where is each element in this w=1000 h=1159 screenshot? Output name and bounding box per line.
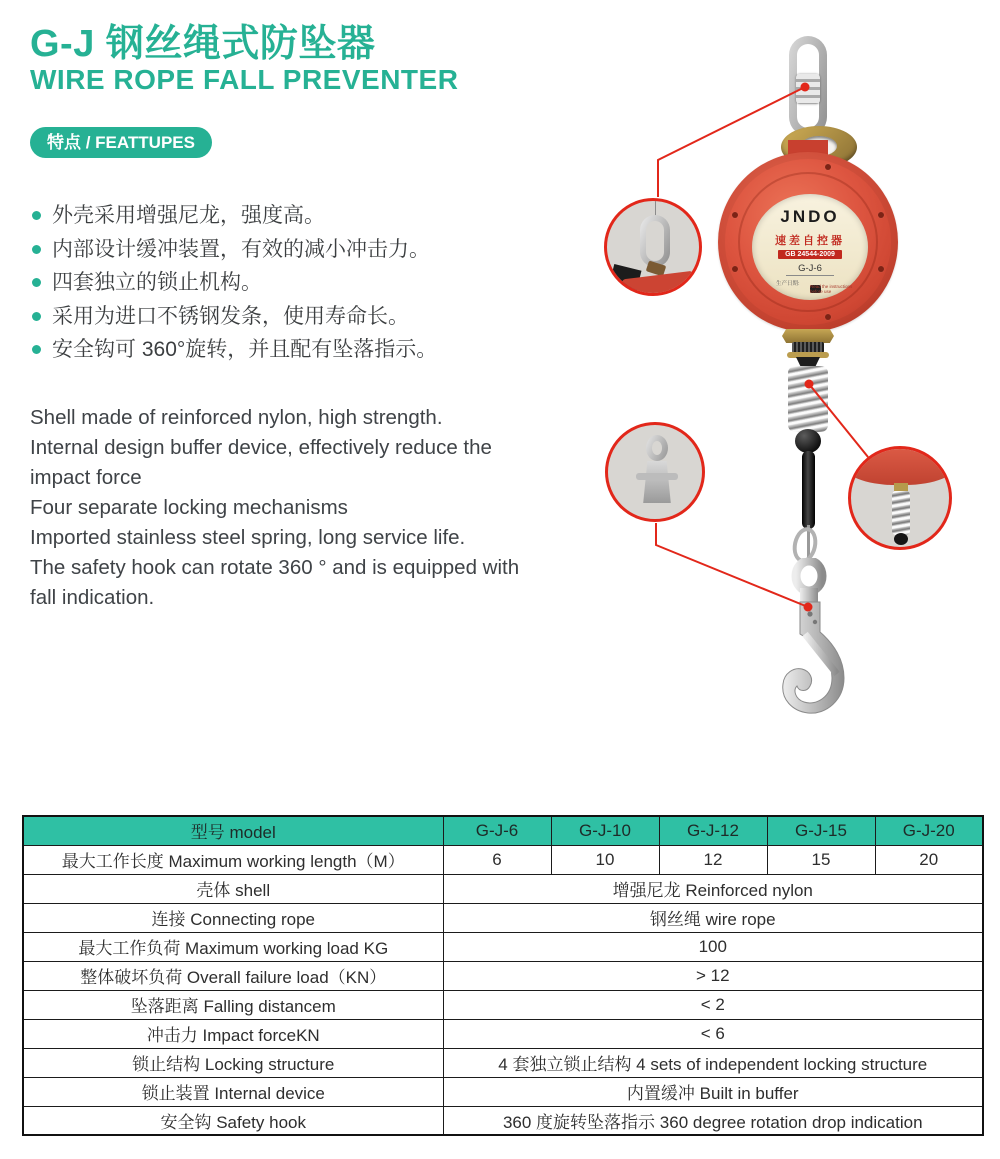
carabiner-lock-sleeve <box>796 74 820 104</box>
spec-value-cell: < 6 <box>443 1019 983 1048</box>
spec-label-cell: 最大工作长度 Maximum working length（M） <box>23 845 443 874</box>
table-row <box>23 1106 983 1135</box>
product-name-zh: 速差自控器 <box>775 235 845 247</box>
description-line: Shell made of reinforced nylon, high strength. <box>30 406 443 429</box>
description-line: Imported stainless steel spring, long service life. <box>30 526 466 549</box>
inset-hook-swivel-closeup <box>605 422 705 522</box>
housing-bottom-red <box>848 446 952 485</box>
spec-value-cell: > 12 <box>443 961 983 990</box>
spec-value-cell: 20 <box>875 845 983 874</box>
product-illustration <box>555 20 1000 750</box>
description-line: Four separate locking mechanisms <box>30 496 348 519</box>
page-subtitle: WIRE ROPE FALL PREVENTER <box>30 64 459 95</box>
spec-label-cell: 坠落距离 Falling distancem <box>23 990 443 1019</box>
swivel-pin <box>636 473 678 480</box>
feature-item <box>32 333 437 367</box>
spec-value-cell: 4 套独立锁止结构 4 sets of independent locking structure <box>443 1048 983 1077</box>
table-row <box>23 845 983 874</box>
screw-icon <box>825 164 831 170</box>
spec-value-cell: 10 <box>551 845 659 874</box>
spec-label-cell: 最大工作负荷 Maximum working load KG <box>23 932 443 961</box>
spec-label-cell: 整体破坏负荷 Overall failure load（KN） <box>23 961 443 990</box>
feature-item <box>32 199 437 233</box>
production-date-label: 生产日期: <box>776 281 800 287</box>
spec-model-header: G-J-12 <box>659 816 767 845</box>
feature-text: 安全钩可 360°旋转，并且配有坠落指示。 <box>52 338 438 361</box>
table-row <box>23 1077 983 1106</box>
product-label <box>752 194 868 300</box>
bullet-icon <box>32 245 41 254</box>
inset-spring-closeup <box>848 446 952 550</box>
standard-code: GB 24544-2009 <box>778 250 842 259</box>
spec-model-header: G-J-6 <box>443 816 551 845</box>
features-list-en <box>30 403 550 613</box>
spec-label-cell: 锁止装置 Internal device <box>23 1077 443 1106</box>
shock-spring <box>788 366 828 432</box>
spec-model-header: G-J-15 <box>767 816 875 845</box>
table-row <box>23 1048 983 1077</box>
spec-value-cell: 15 <box>767 845 875 874</box>
rubber-stopper <box>795 429 821 453</box>
spec-model-header: G-J-10 <box>551 816 659 845</box>
description-line: The safety hook can rotate 360 ° and is equipped with fall indication. <box>30 556 520 609</box>
table-header-row <box>23 816 983 845</box>
bullet-icon <box>32 345 41 354</box>
spec-value-cell: 360 度旋转坠落指示 360 degree rotation drop indication <box>443 1106 983 1135</box>
spec-value-cell: 6 <box>443 845 551 874</box>
hex-connector <box>782 329 834 343</box>
shock-spring <box>892 491 910 535</box>
spec-label-cell: 连接 Connecting rope <box>23 903 443 932</box>
spec-value-cell: 钢丝绳 wire rope <box>443 903 983 932</box>
bullet-icon <box>32 312 41 321</box>
rubber-stopper <box>894 533 908 545</box>
carabiner-opening <box>646 221 664 261</box>
screw-icon <box>732 266 738 272</box>
description-line: Internal design buffer device, effectively reduce the impact force <box>30 436 492 489</box>
spec-model-header: G-J-20 <box>875 816 983 845</box>
feature-item <box>32 266 437 300</box>
feature-item <box>32 300 437 334</box>
spec-label-cell: 安全钩 Safety hook <box>23 1106 443 1135</box>
screw-icon <box>878 266 884 272</box>
brand-name: JNDO <box>780 207 840 226</box>
table-row <box>23 903 983 932</box>
table-row <box>23 990 983 1019</box>
screw-icon <box>732 212 738 218</box>
screw-icon <box>878 212 884 218</box>
table-row <box>23 961 983 990</box>
features-badge: 特点 / FEATTUPES <box>30 127 212 158</box>
sheathed-cable <box>802 451 815 529</box>
feature-item <box>32 233 437 267</box>
spec-table <box>22 815 984 1136</box>
table-row <box>23 874 983 903</box>
feature-text: 内部设计缓冲装置，有效的减小冲击力。 <box>52 237 430 261</box>
spec-value-cell: 内置缓冲 Built in buffer <box>443 1077 983 1106</box>
gold-connector <box>894 483 908 491</box>
screw-icon <box>825 314 831 320</box>
feature-text: 采用为进口不锈钢发条，使用寿命长。 <box>52 304 409 328</box>
spec-header-label: 型号 model <box>23 816 443 845</box>
features-list-zh <box>32 199 437 367</box>
spec-label-cell: 冲击力 Impact forceKN <box>23 1019 443 1048</box>
swivel-body <box>642 461 672 503</box>
spec-value-cell: 增强尼龙 Reinforced nylon <box>443 874 983 903</box>
snap-hook-icon <box>763 558 853 728</box>
feature-text: 外壳采用增强尼龙，强度高。 <box>52 204 325 227</box>
model-code: G-J-6 <box>786 263 834 276</box>
swivel-ring-hole <box>652 441 662 455</box>
spec-label-cell: 壳体 shell <box>23 874 443 903</box>
spec-value-cell: 100 <box>443 932 983 961</box>
feature-text: 四套独立的锁止机构。 <box>52 271 262 294</box>
table-row <box>23 1019 983 1048</box>
table-row <box>23 932 983 961</box>
bullet-icon <box>32 278 41 287</box>
notice-text: Read the instructions before use <box>810 283 853 294</box>
page-title: G-J 钢丝绳式防坠器 <box>30 23 376 65</box>
spec-value-cell: 12 <box>659 845 767 874</box>
inset-carabiner-closeup <box>604 198 702 296</box>
spec-value-cell: < 2 <box>443 990 983 1019</box>
spec-label-cell: 锁止结构 Locking structure <box>23 1048 443 1077</box>
bullet-icon <box>32 211 41 220</box>
